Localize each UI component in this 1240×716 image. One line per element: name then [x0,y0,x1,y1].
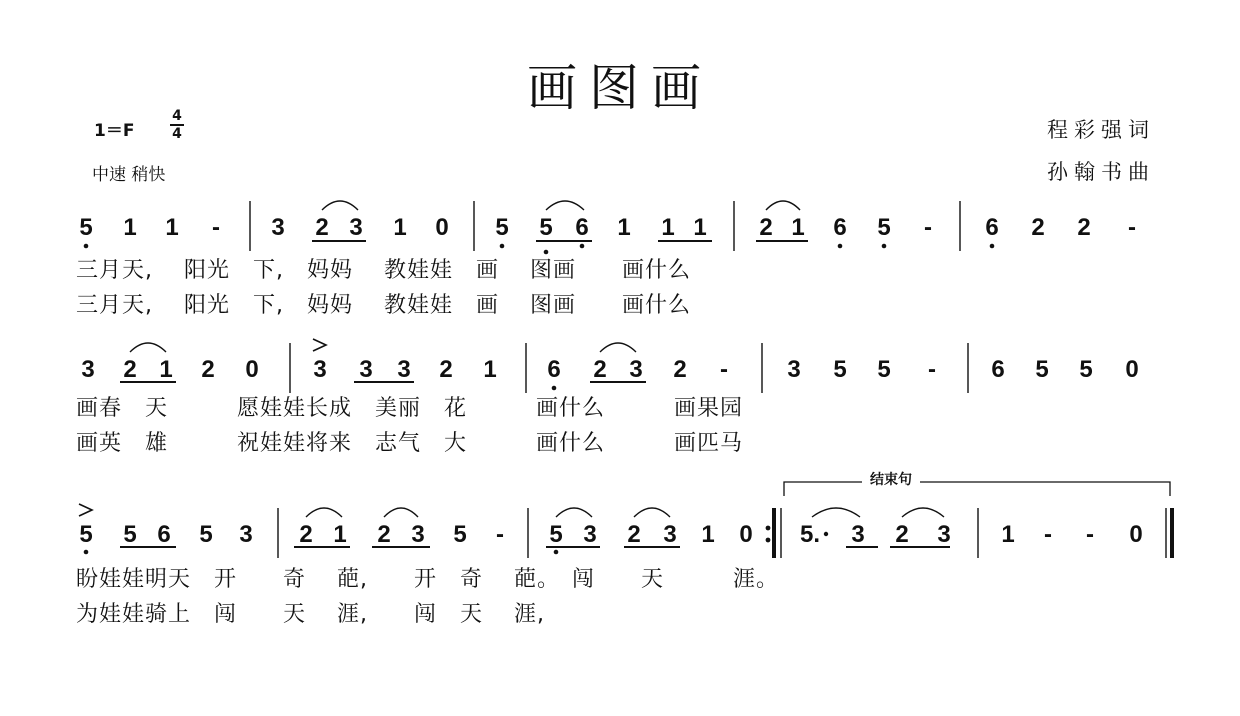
time-signature-top: 4 [172,108,182,124]
accent-mark [79,504,92,516]
note: 2 [439,356,453,383]
note: 2 [673,356,687,383]
note: 3 [937,521,951,548]
slur [766,201,800,210]
note: 3 [271,214,285,241]
accent-mark [313,339,326,351]
note: 3 [583,521,597,548]
key-signature: 1＝F [94,121,135,141]
dash-extension: - [928,356,936,383]
note: 2 [593,356,607,383]
dash-extension: - [1086,521,1094,548]
note: 5 [1079,356,1093,383]
note: 1 [791,214,805,241]
lyrics-row2-verse2: 画英 雄 祝娃娃将来 志气 大 画什么 画匹马 [76,431,744,456]
note: 5 [495,214,509,241]
note: 1 [693,214,707,241]
tempo-marking: 中速 稍快 [92,165,166,185]
low-octave-dot [554,550,559,555]
ending-section-label: 结束句 [862,469,920,489]
slur [902,508,944,517]
note: 5 [877,356,891,383]
note: 3 [663,521,677,548]
note: 3 [397,356,411,383]
note: 2 [299,521,313,548]
low-octave-dot [544,250,549,255]
note: 1 [165,214,179,241]
note: 2 [759,214,773,241]
lyrics-row1-verse2: 三月天, 阳光 下, 妈妈 教娃娃 画 图画 画什么 [76,293,691,318]
note: 5 [833,356,847,383]
note: 0 [245,356,259,383]
low-octave-dot [552,386,557,391]
note: 5 [539,214,553,241]
slur [306,508,342,517]
note: 3 [787,356,801,383]
note: 1 [701,521,715,548]
note: 5 [123,521,137,548]
low-octave-dot [990,244,995,249]
note: 2 [123,356,137,383]
ending-bracket [784,482,1170,496]
note: 1 [393,214,407,241]
repeat-dot [766,538,771,543]
low-octave-dot [580,244,585,249]
time-signature-bottom: 4 [172,126,182,142]
note: 5 [877,214,891,241]
low-octave-dot [500,244,505,249]
note: 6 [157,521,171,548]
note: 5 [549,521,563,548]
lyrics-row1-verse1: 三月天, 阳光 下, 妈妈 教娃娃 画 图画 画什么 [76,258,691,283]
note: 3 [349,214,363,241]
note: 3 [851,521,865,548]
note: 6 [833,214,847,241]
note: 6 [575,214,589,241]
low-octave-dot [838,244,843,249]
note: 2 [895,521,909,548]
note: 5. [799,521,820,548]
note: 3 [81,356,95,383]
slur [384,508,418,517]
lyrics-row2-verse1: 画春 天 愿娃娃长成 美丽 花 画什么 画果园 [76,396,744,421]
low-octave-dot [882,244,887,249]
low-octave-dot [84,550,89,555]
note: 2 [1031,214,1045,241]
note: 5 [79,214,93,241]
note: 6 [985,214,999,241]
repeat-dot [766,526,771,531]
note: 6 [547,356,561,383]
dash-extension: - [496,521,504,548]
note: 0 [1129,521,1143,548]
lyrics-row3-verse2: 为娃娃骑上 闯 天 涯, 闯 天 涯, [76,602,545,627]
note: 1 [333,521,347,548]
note: 2 [315,214,329,241]
composer-credit: 孙翰书曲 [1047,160,1155,184]
note: 1 [483,356,497,383]
note: 0 [739,521,753,548]
note: 5 [79,521,93,548]
note: 0 [1125,356,1139,383]
dash-extension: - [1044,521,1052,548]
note: 2 [377,521,391,548]
slur [556,508,592,517]
lyricist-credit: 程彩强词 [1047,118,1155,142]
note: 3 [411,521,425,548]
slur [322,201,358,210]
slur [600,343,636,352]
note: 2 [201,356,215,383]
note: 3 [629,356,643,383]
note: 5 [1035,356,1049,383]
note: 3 [239,521,253,548]
note: 3 [313,356,327,383]
note: 5 [453,521,467,548]
slur [812,508,860,517]
low-octave-dot [84,244,89,249]
note: 1 [159,356,173,383]
dash-extension: - [924,214,932,241]
augmentation-dot [824,532,828,536]
slur [546,201,584,210]
lyrics-row3-verse1: 盼娃娃明天 开 奇 葩, 开 奇 葩。 闯 天 涯。 [76,567,779,592]
note: 2 [1077,214,1091,241]
dash-extension: - [212,214,220,241]
note: 6 [991,356,1005,383]
slur [130,343,166,352]
dash-extension: - [1128,214,1136,241]
note: 1 [617,214,631,241]
note: 3 [359,356,373,383]
dash-extension: - [720,356,728,383]
note: 1 [123,214,137,241]
note: 1 [661,214,675,241]
song-title: 画图画 [527,59,713,117]
note: 2 [627,521,641,548]
slur [634,508,670,517]
note: 1 [1001,521,1015,548]
note: 0 [435,214,449,241]
note: 5 [199,521,213,548]
